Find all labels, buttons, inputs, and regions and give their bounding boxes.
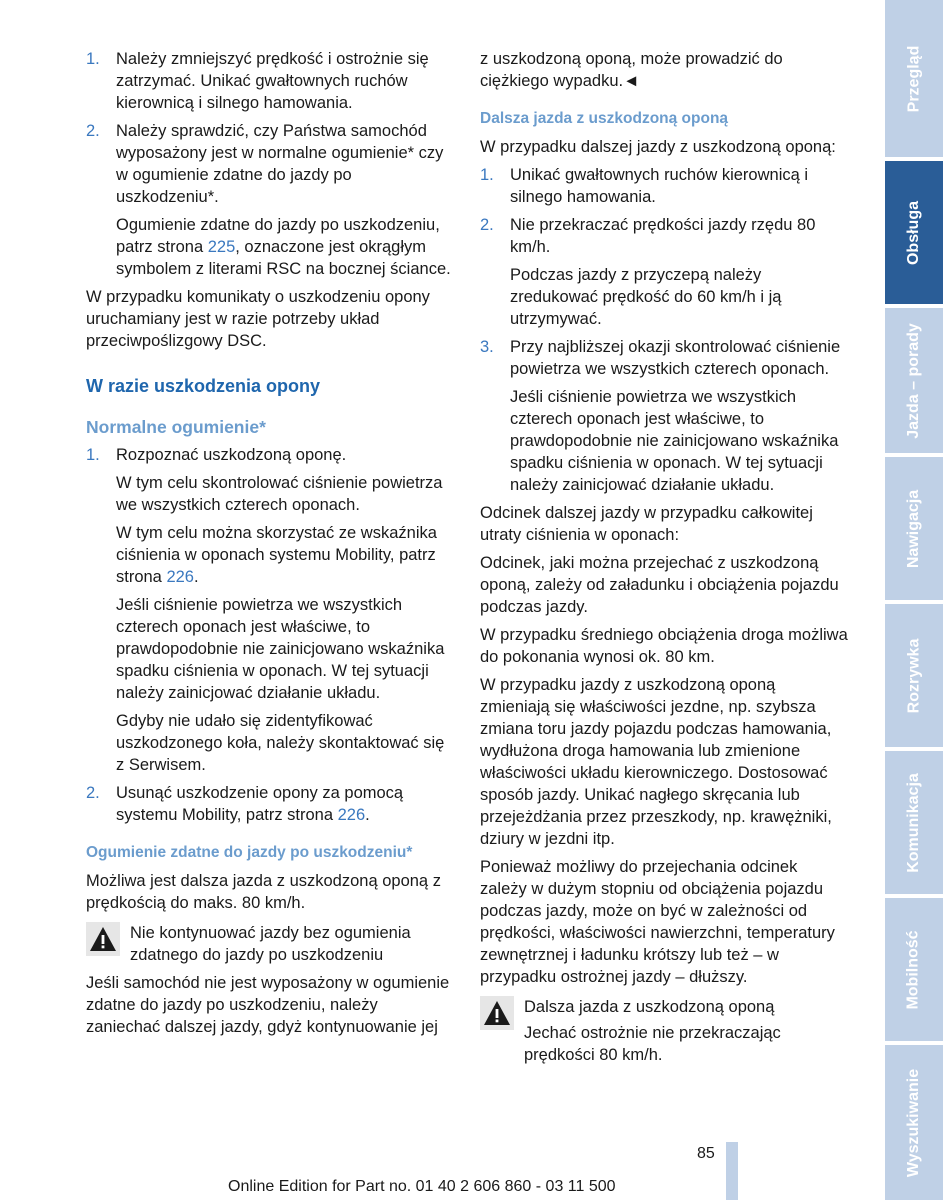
list-number: 1.: [480, 166, 494, 184]
tab-label: Mobilność: [905, 929, 923, 1010]
tab-jazda-porady[interactable]: [885, 308, 943, 453]
tab-mobilnosc[interactable]: [885, 898, 943, 1041]
tab-rozrywka[interactable]: [885, 604, 943, 747]
tab-label: Jazda – porady: [905, 322, 923, 439]
tab-label: Nawigacja: [905, 489, 923, 568]
dsc-paragraph: W przypadku komunikaty o uszkodzeniu opony uruchamiany jest w razie potrzeby układ przeciwpoślizgowy DSC.: [86, 288, 430, 350]
list-item: [86, 782, 454, 826]
list-item-text-end: .: [365, 806, 370, 824]
list-item-text: Nie przekraczać prędkości jazdy rzędu 80 km/h.: [510, 216, 816, 256]
warning-box: [86, 922, 454, 966]
step-note: W tym celu skontrolować ciśnienie powietrza we wszystkich czterech oponach.: [116, 474, 443, 514]
paragraph: Odcinek, jaki można przejechać z uszkodzoną oponą, zależy od załadunku i obciążenia pojazdu podczas jazdy.: [480, 554, 839, 616]
list-number: 1.: [86, 446, 100, 464]
rsc-note: [86, 214, 454, 280]
step-note: [86, 522, 454, 588]
list-item: [86, 120, 454, 208]
subsection-heading: Normalne ogumienie*: [86, 417, 266, 437]
tab-nawigacja[interactable]: [885, 457, 943, 600]
rsc-paragraph: Możliwa jest dalsza jazda z uszkodzoną oponą z prędkością do maks. 80 km/h.: [86, 872, 441, 912]
rsc-note-text-end: , oznaczone jest okrągłym symbolem z literami RSC na bocznej ściance.: [116, 238, 451, 278]
subsection-heading: Dalsza jazda z uszkodzoną oponą: [480, 110, 729, 127]
tab-obsluga[interactable]: [885, 161, 943, 304]
list-number: 2.: [86, 784, 100, 802]
rsc-note-text: Ogumienie zdatne do jazdy po uszkodzeniu, patrz strona: [116, 216, 440, 256]
tab-label: Wyszukiwanie: [905, 1068, 922, 1177]
warning-text: Nie kontynuować jazdy bez ogumienia zdatnego do jazdy po uszkodzeniu: [130, 924, 411, 964]
list-item: [86, 444, 454, 466]
list-number: 2.: [480, 216, 494, 234]
tab-wyszukiwanie[interactable]: [885, 1045, 943, 1200]
page-link[interactable]: 226: [337, 806, 366, 824]
step-note: Jeśli ciśnienie powietrza we wszystkich czterech oponach jest właściwe, to prawdopodobnie nie zainicjowano wskaźnika spadku ciśnienia w oponach. W tej sytuacji należy zainicjować działanie układu.: [510, 388, 839, 494]
step-note: Podczas jazdy z przyczepą należy zredukować prędkość do 60 km/h i ją utrzymywać.: [510, 266, 782, 328]
tab-label: Przegląd: [905, 45, 922, 112]
list-item-text: Usunąć uszkodzenie opony za pomocą systemu Mobility, patrz strona: [116, 784, 404, 824]
left-column: [86, 48, 454, 1044]
step-note: Jeśli ciśnienie powietrza we wszystkich czterech oponach jest właściwe, to prawdopodobnie nie zainicjowano wskaźnika spadku ciśnienia w oponach. W tej sytuacji należy zainicjować działanie układu.: [116, 596, 445, 702]
list-item: [86, 48, 454, 114]
list-item-text: Należy sprawdzić, czy Państwa samochód wyposażony jest w normalne ogumienie* czy w ogumienie zdatne do jazdy po uszkodzeniu*.: [116, 122, 444, 206]
paragraph: W przypadku średniego obciążenia droga możliwa do pokonania wynosi ok. 80 km.: [480, 626, 848, 666]
warning-triangle-icon: [480, 996, 514, 1030]
paragraph: Ponieważ możliwy do przejechania odcinek zależy w dużym stopniu od obciążenia pojazdu podczas jazdy, może on być w zależności od prędkości, właściwości nawierzchni, temperatury zewnętrznej i ładunku krótszy lub też – w przypadku ostrożnej jazdy – dłuższy.: [480, 858, 835, 986]
tab-komunikacja[interactable]: [885, 751, 943, 894]
intro-paragraph: W przypadku dalszej jazdy z uszkodzoną oponą:: [480, 138, 836, 156]
step-note-text-end: .: [193, 568, 199, 586]
list-item-text: Przy najbliższej okazji skontrolować ciśnienie powietrza we wszystkich czterech oponach.: [510, 338, 841, 378]
list-number: 1.: [86, 50, 100, 68]
list-item-text: Unikać gwałtownych ruchów kierownicą i silnego hamowania.: [510, 166, 809, 206]
warning-text: Jechać ostrożnie nie przekraczając prędkości 80 km/h.: [524, 1024, 781, 1064]
list-item: [480, 164, 848, 208]
list-item: [480, 336, 848, 380]
footer-edition: Online Edition for Part no. 01 40 2 606 860 - 03 11 500: [228, 1178, 616, 1195]
page-link[interactable]: 226: [166, 568, 194, 586]
right-column: [480, 48, 848, 1072]
warning-box: [480, 996, 848, 1066]
page-marker-bar: [726, 1142, 738, 1200]
warning-title: Dalsza jazda z uszkodzoną oponą: [524, 998, 775, 1016]
list-item: [480, 214, 848, 258]
page-number: 85: [697, 1145, 715, 1162]
paragraph: W przypadku jazdy z uszkodzoną oponą zmieniają się właściwości jezdne, np. szybsza zmiana toru jazdy pojazdu podczas hamowania, wydłużona droga hamowania lub zmienione właściwości układu kierowniczego. Dostosować sposób jazdy. Unikać nagłego skręcania lub przejeżdżania przez przeszkody, np. krawężniki, dziury w jezdni itp.: [480, 676, 832, 848]
step-note-text: W tym celu można skorzystać ze wskaźnika ciśnienia w oponach systemu Mobility, patrz strona: [116, 524, 437, 586]
tab-label: Rozrywka: [905, 638, 923, 713]
step-note: Gdyby nie udało się zidentyfikować uszkodzonego koła, należy skontaktować się z Serwisem.: [116, 712, 445, 774]
tab-label: Obsługa: [905, 200, 923, 265]
warning-continuation: Jeśli samochód nie jest wyposażony w ogumienie zdatne do jazdy po uszkodzeniu, należy zaniechać dalszej jazdy, gdyż kontynuowanie jej: [86, 974, 450, 1036]
subsection-heading: Ogumienie zdatne do jazdy po uszkodzeniu*: [86, 844, 413, 861]
paragraph: Odcinek dalszej jazdy w przypadku całkowitej utraty ciśnienia w oponach:: [480, 504, 813, 544]
list-item-text: Rozpoznać uszkodzoną oponę.: [116, 446, 347, 464]
warning-triangle-icon: [86, 922, 120, 956]
list-item-text: Należy zmniejszyć prędkość i ostrożnie się zatrzymać. Unikać gwałtownych ruchów kierownicą i silnego hamowania.: [116, 50, 429, 112]
section-heading: W razie uszkodzenia opony: [86, 376, 321, 396]
list-number: 2.: [86, 122, 100, 140]
tab-przeglad[interactable]: [885, 0, 943, 157]
chapter-sidebar: [885, 0, 943, 1200]
page-link[interactable]: 225: [207, 238, 236, 256]
tab-label: Komunikacja: [905, 772, 922, 873]
continued-text: z uszkodzoną oponą, może prowadzić do ciężkiego wypadku.◄: [480, 50, 783, 90]
list-number: 3.: [480, 338, 494, 356]
